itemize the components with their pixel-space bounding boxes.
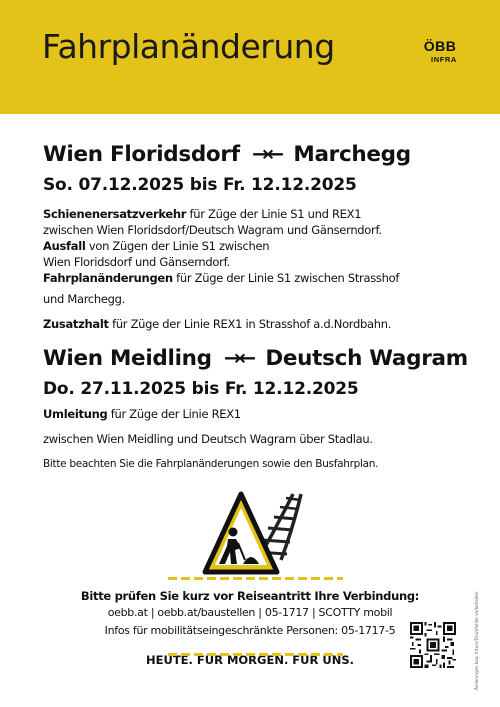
route-from: Wien Floridsdorf bbox=[43, 142, 240, 167]
info-line: zwischen Wien Floridsdorf/Deutsch Wagram und Gänserndorf. bbox=[43, 223, 382, 237]
footer-contacts: oebb.at | oebb.at/baustellen | 05-1717 | SCOTTY mobil bbox=[107, 606, 393, 619]
info-line: und Marchegg. bbox=[43, 292, 126, 306]
section-meidling-deutsch-wagram bbox=[43, 344, 468, 472]
header-banner bbox=[0, 0, 500, 114]
date-range: Do. 27.11.2025 bis Fr. 12.12.2025 bbox=[43, 379, 359, 399]
route-to: Marchegg bbox=[293, 142, 411, 167]
date-range: So. 07.12.2025 bis Fr. 12.12.2025 bbox=[43, 175, 357, 195]
disclaimer-note: Änderungen bzw. Irrtum/Druckfehler vorbehalten bbox=[474, 591, 479, 690]
info-line: Zusatzhalt für Züge der Linie REX1 in Strasshof a.d.Nordbahn. bbox=[43, 317, 392, 331]
info-line: zwischen Wien Meidling und Deutsch Wagram über Stadlau. bbox=[43, 432, 373, 446]
decorative-divider bbox=[168, 576, 343, 581]
route-from: Wien Meidling bbox=[43, 346, 212, 371]
logo-subtext: INFRA bbox=[431, 55, 457, 64]
arrows-icon: →← bbox=[251, 142, 282, 166]
section-floridsdorf-marchegg bbox=[43, 140, 463, 332]
info-line: Wien Floridsdorf und Gänserndorf. bbox=[43, 255, 230, 269]
route-heading bbox=[43, 344, 468, 373]
construction-warning-icon bbox=[201, 488, 311, 580]
info-line: Umleitung für Züge der Linie REX1 bbox=[43, 407, 241, 421]
decorative-divider bbox=[168, 652, 343, 657]
arrows-icon: →← bbox=[223, 346, 254, 370]
info-line: Ausfall von Zügen der Linie S1 zwischen bbox=[43, 239, 270, 253]
footer-slogan: HEUTE. FÜR MORGEN. FÜR UNS. bbox=[146, 653, 354, 667]
info-line: Schienenersatzverkehr für Züge der Linie S1 und REX1 bbox=[43, 207, 362, 221]
page-title: Fahrplanänderung bbox=[42, 27, 335, 66]
info-line: Bitte beachten Sie die Fahrplanänderungen sowie den Busfahrplan. bbox=[43, 458, 379, 470]
info-line: Fahrplanänderungen für Züge der Linie S1 zwischen Strasshof bbox=[43, 271, 400, 285]
route-heading bbox=[43, 140, 463, 169]
route-to: Deutsch Wagram bbox=[265, 346, 468, 371]
qr-code-icon[interactable] bbox=[410, 622, 456, 668]
logo-text: ÖBB bbox=[423, 38, 457, 54]
footer-heading: Bitte prüfen Sie kurz vor Reiseantritt Ihre Verbindung: bbox=[80, 589, 420, 603]
oebb-infra-logo bbox=[410, 38, 470, 64]
footer-accessibility-info: Infos für mobilitätseingeschränkte Personen: 05-1717-5 bbox=[104, 624, 396, 637]
